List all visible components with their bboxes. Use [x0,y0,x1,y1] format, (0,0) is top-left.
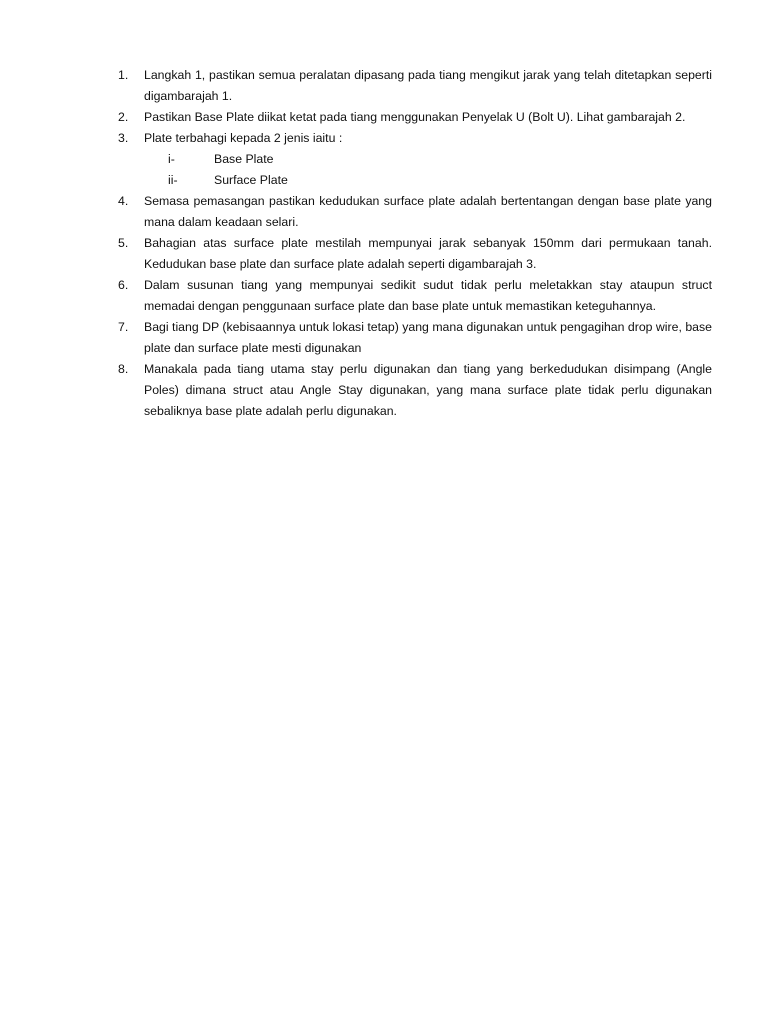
sublist-item [144,170,712,191]
list-item [118,128,712,191]
item-number: 6. [118,278,129,292]
list-item [118,65,712,107]
item-body [144,128,712,191]
list-item [118,359,712,422]
item-text: Manakala pada tiang utama stay perlu digunakan dan tiang yang berkedudukan disimpang (Angle Poles) dimana struct atau Angle Stay digunakan, yang mana surface plate tidak perlu digunakan sebaliknya base plate adalah perlu digunakan. [144,362,712,418]
plate-type-sublist [144,149,712,191]
item-text: Langkah 1, pastikan semua peralatan dipasang pada tiang mengikut jarak yang telah ditetapkan seperti digambarajah 1. [144,68,712,103]
item-number: 7. [118,320,129,334]
sublist-item [144,149,712,170]
list-item [118,233,712,275]
item-text: Dalam susunan tiang yang mempunyai sedikit sudut tidak perlu meletakkan stay ataupun struct memadai dengan penggunaan surface plate dan base plate untuk memastikan keteguhannya. [144,278,712,313]
item-number: 2. [118,110,129,124]
item-text: Semasa pemasangan pastikan kedudukan surface plate adalah bertentangan dengan base plate yang mana dalam keadaan selari. [144,194,712,229]
item-number: 1. [118,68,129,82]
list-item [118,317,712,359]
list-item [118,275,712,317]
item-text: Pastikan Base Plate diikat ketat pada tiang menggunakan Penyelak U (Bolt U). Lihat gambarajah 2. [144,110,686,124]
subitem-number: i- [168,152,175,166]
item-number: 3. [118,131,129,145]
subitem-text: Surface Plate [214,173,288,187]
item-number: 8. [118,362,129,376]
list-item [118,107,712,128]
item-text: Bahagian atas surface plate mestilah mempunyai jarak sebanyak 150mm dari permukaan tanah. Kedudukan base plate dan surface plate adalah seperti digambarajah 3. [144,236,712,271]
item-text: Bagi tiang DP (kebisaannya untuk lokasi tetap) yang mana digunakan untuk pengagihan drop wire, base plate dan surface plate mesti digunakan [144,320,712,355]
list-item [118,191,712,233]
item-text: Plate terbahagi kepada 2 jenis iaitu : [144,131,343,145]
instruction-list [118,65,712,422]
item-number: 5. [118,236,129,250]
subitem-text: Base Plate [214,152,274,166]
item-number: 4. [118,194,129,208]
subitem-number: ii- [168,173,178,187]
